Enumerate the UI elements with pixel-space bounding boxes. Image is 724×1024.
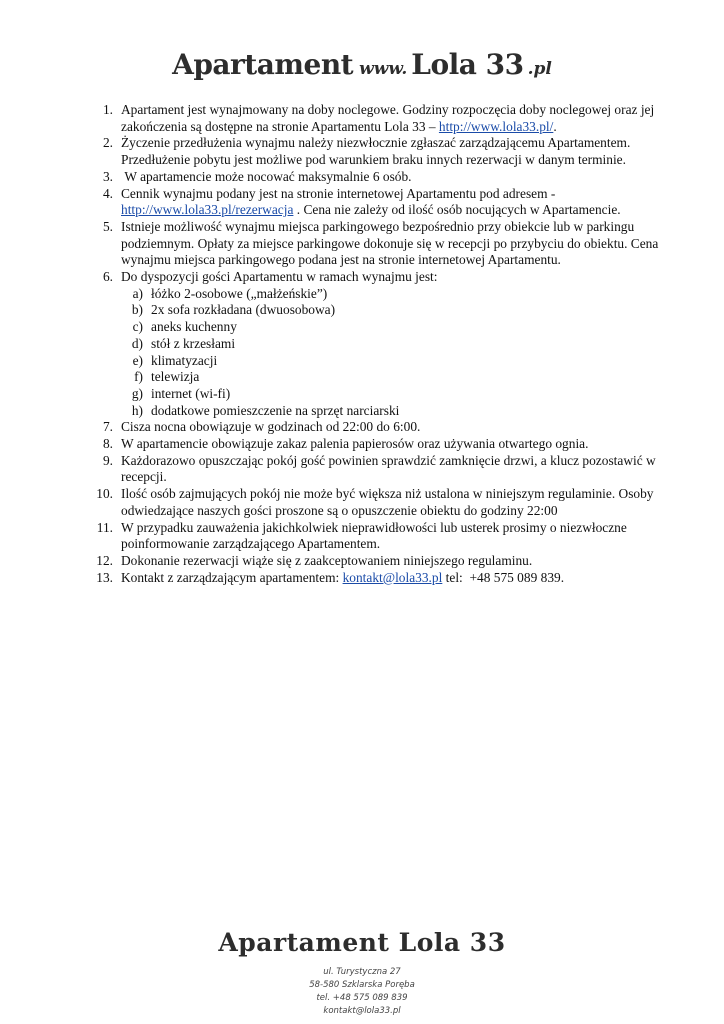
- rule-item: [90, 520, 670, 553]
- rule-text-part: Do dyspozycji gości Apartamentu w ramach wynajmu jest:: [121, 269, 438, 285]
- rule-text-part: W apartamencie może nocować maksymalnie 6 osób.: [121, 168, 412, 184]
- rule-item: [90, 269, 670, 286]
- amenity-item: [90, 403, 670, 420]
- rule-number: 8.: [102, 436, 113, 452]
- footer-email: kontakt@lola33.pl: [323, 1006, 401, 1016]
- rule-text: [121, 453, 670, 486]
- amenity-item: [90, 386, 670, 403]
- rule-number: 10.: [96, 486, 113, 502]
- rule-item: [90, 169, 670, 186]
- amenity-item: [90, 353, 670, 370]
- rule-number: 1.: [102, 102, 113, 117]
- rule-text-part: Życzenie przedłużenia wynajmu należy niezwłocznie zgłaszać zarządzającemu Apartamentem. Przedłużenie pobytu jest możliwe pod warunkiem braku innych rezerwacji w danym terminie.: [121, 135, 634, 168]
- amenity-item: [90, 319, 670, 336]
- rule-number: 5.: [102, 218, 113, 234]
- amenity-letter: a): [132, 285, 143, 301]
- amenity-text: stół z krzesłami: [151, 335, 236, 351]
- amenity-text: klimatyzacji: [151, 352, 218, 368]
- rule-text-part: Apartament jest wynajmowany na doby noclegowe. Godziny rozpoczęcia doby noclegowej oraz jej zakończenia są dostępne na stronie Apartamentu Lola 33 –: [121, 102, 658, 134]
- amenity-text: internet (wi-fi): [151, 385, 231, 401]
- rule-text: [121, 419, 670, 436]
- rule-link[interactable]: http://www.lola33.pl/rezerwacja: [121, 202, 294, 218]
- rule-item: [90, 219, 670, 269]
- rule-number: 9.: [102, 452, 113, 468]
- rules-list: [90, 102, 670, 586]
- logo-www: www.: [359, 59, 408, 79]
- footer-phone: tel. +48 575 089 839: [316, 993, 408, 1003]
- rule-number: 7.: [102, 419, 113, 435]
- rule-number: 12.: [96, 552, 113, 568]
- rule-text-part: .: [553, 118, 557, 134]
- amenity-letter: h): [131, 402, 143, 418]
- rule-number: 4.: [102, 185, 113, 201]
- amenity-text: telewizja: [151, 369, 200, 385]
- logo-word: Apartament: [172, 48, 354, 81]
- rule-text-part: W apartamencie obowiązuje zakaz palenia papierosów oraz używania otwartego ognia.: [121, 436, 589, 452]
- footer-address-city: 58-580 Szklarska Poręba: [309, 980, 415, 990]
- rule-text-part: Każdorazowo opuszczając pokój gość powinien sprawdzić zamknięcie drzwi, a klucz pozostawić w recepcji.: [121, 452, 660, 485]
- rule-text-part: . Cena nie zależy od ilość osób nocujących w Apartamencie.: [293, 202, 621, 218]
- rule-text-part: Istnieje możliwość wynajmu miejsca parkingowego bezpośrednio przy obiekcie lub w parkingu podziemnym. Opłaty za miejsce parkingowe dokonuje się w recepcji po przybyciu do obiektu. Cena wynajmu miejsca parkingowego podana jest na stronie internetowej Apartamentu.: [121, 218, 662, 268]
- rule-text: [121, 269, 670, 286]
- rule-item: [90, 436, 670, 453]
- rule-text-part: Cisza nocna obowiązuje w godzinach od 22:00 do 6:00.: [121, 419, 421, 435]
- rule-text-part: Ilość osób zajmujących pokój nie może być większa niż ustalona w niniejszym regulaminie. Osoby odwiedzające naszych gości proszone są o opuszczenie obiektu do godziny 22:00: [121, 486, 657, 518]
- amenity-item: [90, 302, 670, 319]
- amenity-item: [90, 336, 670, 353]
- rule-link[interactable]: kontakt@lola33.pl: [342, 569, 443, 585]
- rule-text: [121, 219, 670, 269]
- amenity-letter: g): [131, 385, 143, 401]
- rule-item: [90, 102, 670, 135]
- logo-name: Lola 33: [411, 48, 524, 81]
- rule-text: [121, 169, 670, 186]
- amenity-text: dodatkowe pomieszczenie na sprzęt narciarski: [151, 402, 400, 418]
- rule-text-part: Dokonanie rezerwacji wiąże się z zaakceptowaniem niniejszego regulaminu.: [121, 552, 533, 568]
- rule-item: [90, 553, 670, 570]
- footer-logo: Apartament Lola 33: [218, 928, 506, 957]
- rule-text-part: Kontakt z zarządzającym apartamentem:: [121, 569, 343, 585]
- header-logo: [0, 48, 724, 81]
- amenity-text: aneks kuchenny: [151, 319, 237, 335]
- rule-item: [90, 419, 670, 436]
- rule-text-part: Cennik wynajmu podany jest na stronie internetowej Apartamentu pod adresem -: [121, 185, 559, 201]
- amenity-text: 2x sofa rozkładana (dwuosobowa): [151, 302, 336, 318]
- rule-text: [121, 486, 670, 519]
- rule-text: [121, 553, 670, 570]
- rule-text: [121, 135, 670, 168]
- amenity-text: łóżko 2-osobowe („małżeńskie”): [151, 285, 328, 301]
- rule-number: 11.: [96, 519, 113, 535]
- rule-text: [121, 436, 670, 453]
- amenity-letter: d): [131, 335, 143, 351]
- rule-item: [90, 135, 670, 168]
- amenity-item: [90, 286, 670, 303]
- rule-text-part: tel: +48 575 089 839.: [442, 569, 565, 585]
- footer-address-street: ul. Turystyczna 27: [323, 967, 401, 977]
- rule-item: [90, 570, 670, 587]
- rule-text: [121, 102, 670, 135]
- logo-tld: .pl: [527, 59, 552, 79]
- rule-number: 2.: [102, 135, 113, 151]
- rule-item: [90, 453, 670, 486]
- amenity-letter: f): [134, 369, 143, 385]
- amenity-letter: e): [132, 352, 143, 368]
- rule-number: 13.: [96, 569, 113, 585]
- rule-item: [90, 486, 670, 519]
- rule-item: [90, 186, 670, 219]
- amenity-item: [90, 369, 670, 386]
- amenity-letter: c): [132, 319, 143, 335]
- rule-text-part: W przypadku zauważenia jakichkolwiek nieprawidłowości lub usterek prosimy o niezwłoczne poinformowanie zarządzającego Apartamentem.: [121, 519, 631, 552]
- rule-number: 6.: [102, 269, 113, 285]
- amenity-letter: b): [131, 302, 143, 318]
- rule-link[interactable]: http://www.lola33.pl/: [438, 118, 554, 134]
- rule-text: [121, 520, 670, 553]
- rule-number: 3.: [102, 168, 113, 184]
- rule-text: [121, 570, 670, 587]
- rule-text: [121, 186, 670, 219]
